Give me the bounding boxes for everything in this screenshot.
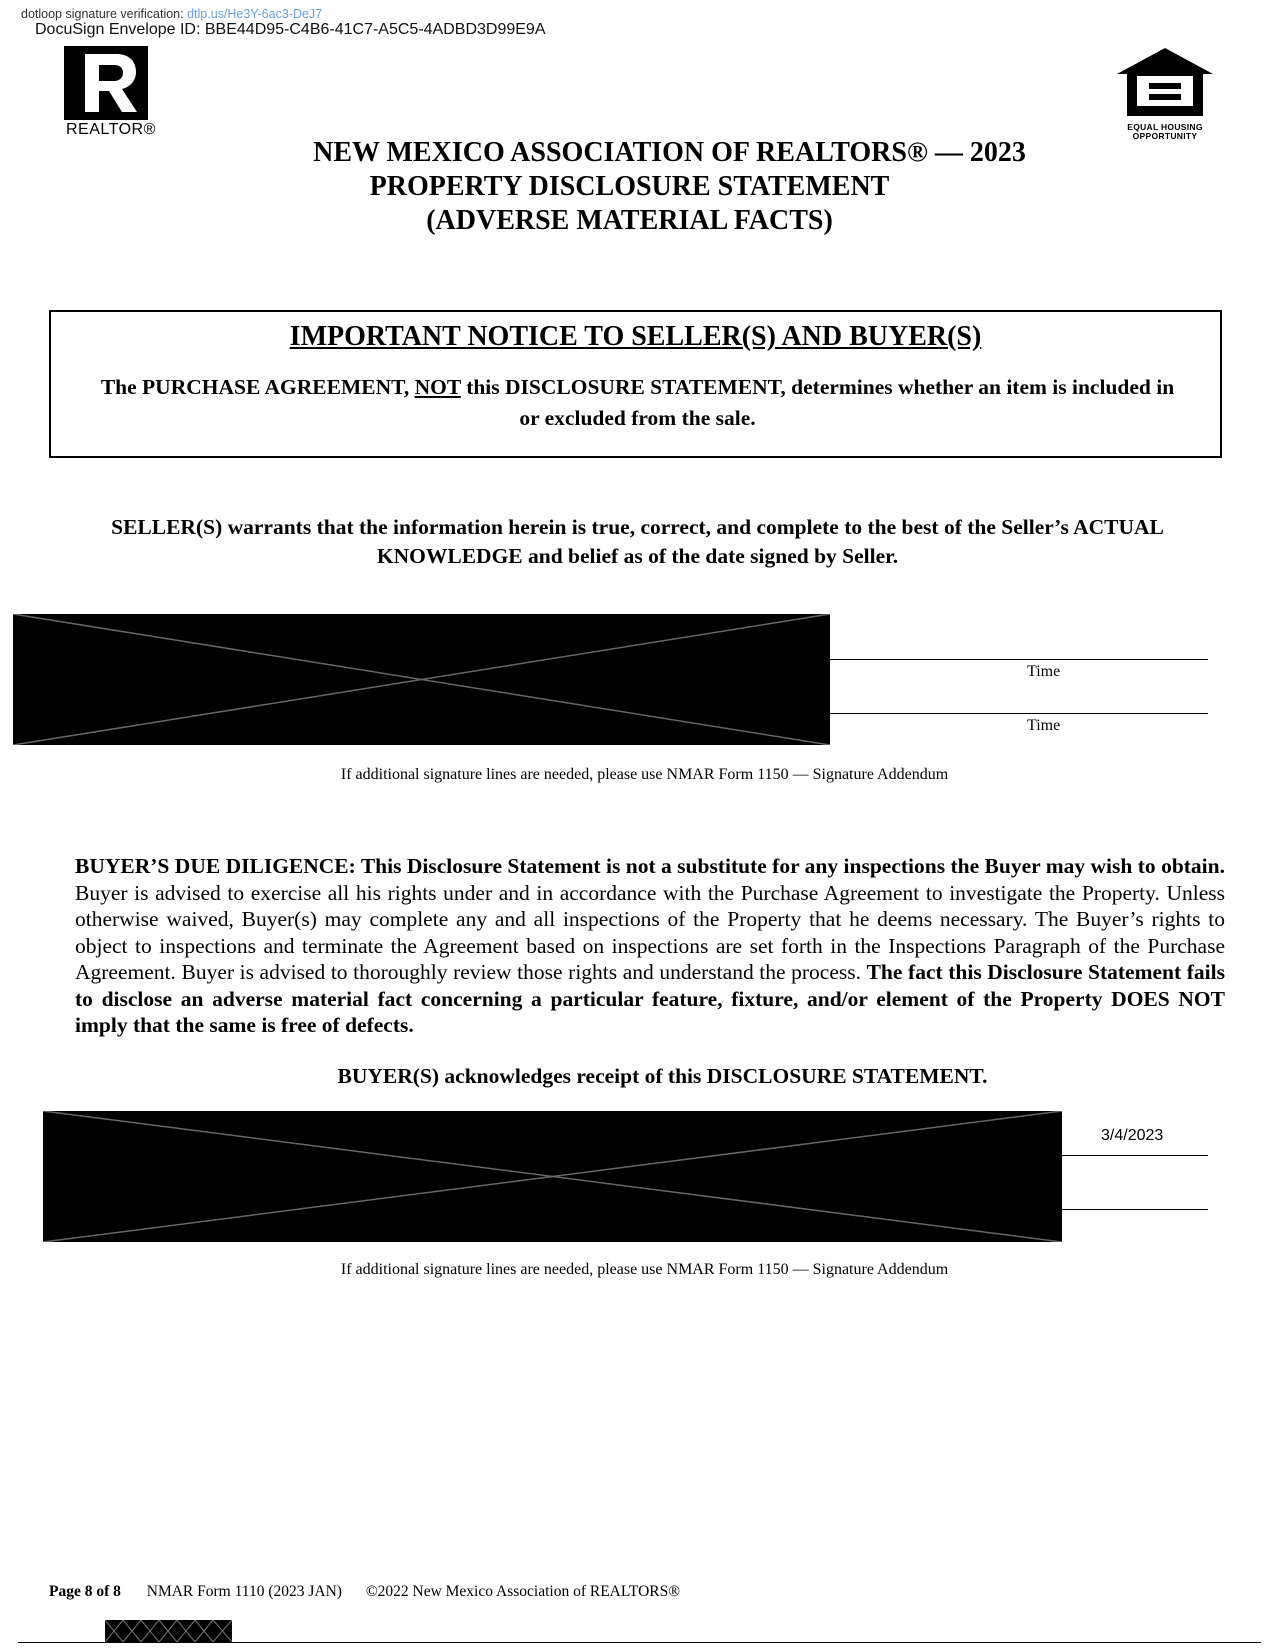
document-title-line-3: (ADVERSE MATERIAL FACTS) [426,205,833,236]
page-footer [49,1583,680,1601]
form-id: NMAR Form 1110 (2023 JAN) [146,1583,342,1600]
seller-time-label-1: Time [1027,663,1061,680]
page-number: Page 8 of 8 [49,1583,121,1600]
eho-caption-2: OPPORTUNITY [1132,131,1198,141]
seller-signature-redaction [13,614,830,745]
seller-time-line-2[interactable] [830,713,1208,714]
buyer-date-1: 3/4/2023 [1101,1127,1164,1144]
buyer-due-diligence [75,853,1225,1039]
important-notice-box [49,310,1222,458]
seller-time-line-1[interactable] [830,659,1208,660]
footer-rule [18,1642,1261,1643]
verification-label: dotloop signature verification: [21,7,184,21]
buyer-date-line-2[interactable] [1062,1209,1208,1210]
copyright: ©2022 New Mexico Association of REALTORS® [365,1583,681,1600]
seller-time-label-2: Time [1027,717,1061,734]
buyer-acknowledgement: BUYER(S) acknowledges receipt of this DISCLOSURE STATEMENT. [337,1064,988,1088]
diligence-intro: BUYER’S DUE DILIGENCE: This Disclosure Statement is not a substitute for any inspections the Buyer may wish to obtain. [75,854,1225,878]
equal-housing-logo [1113,46,1217,141]
buyer-date-line-1[interactable] [1062,1155,1208,1156]
realtor-wordmark: REALTOR® [66,121,156,138]
realtor-r-icon [64,46,148,120]
eho-caption-1: EQUAL HOUSING [1127,122,1203,132]
signature-verification [21,7,322,21]
notice-text-post: this DISCLOSURE STATEMENT, determines whether an item is included in or excluded from the sale. [460,375,1175,430]
envelope-id: DocuSign Envelope ID: BBE44D95-C4B6-41C7-A5C5-4ADBD3D99E9A [35,21,546,38]
initials-redaction [105,1620,232,1642]
notice-body [91,372,1184,434]
buyer-signature-redaction [43,1111,1062,1242]
realtor-logo [64,46,154,139]
diligence-body: Buyer is advised to exercise all his rights under and in accordance with the Purchase Agreement to investigate the Property. Unless otherwise waived, Buyer(s) may complete any and all inspections of the Property that he deems necessary. The Buyer’s rights to object to inspections and terminate the Agreement based on inspections are set forth in the Inspections Paragraph of the Purchase Agreement. Buyer is advised to thoroughly review those rights and understand the process. [75,880,1225,984]
diligence-outro: The fact this Disclosure Statement fails to disclose an adverse material fact concerning a particular feature, fixture, and/or element of the Property DOES NOT imply that the same is free of defects. [75,960,1225,1037]
document-title-line-2: PROPERTY DISCLOSURE STATEMENT [369,171,890,202]
notice-text-not: NOT [414,375,461,399]
seller-addendum-note: If additional signature lines are needed, please use NMAR Form 1150 — Signature Addendum [340,766,949,783]
seller-warranty-statement: SELLER(S) warrants that the information herein is true, correct, and complete to the best of the Seller’s ACTUAL KNOWLEDGE and belief as of the date signed by Seller. [111,515,1164,568]
notice-text-pre: The PURCHASE AGREEMENT, [100,375,415,399]
notice-heading: IMPORTANT NOTICE TO SELLER(S) AND BUYER(S) [289,321,982,352]
verification-link[interactable]: dtlp.us/He3Y-6ac3-DeJ7 [187,7,323,21]
document-title-line-1: NEW MEXICO ASSOCIATION OF REALTORS® — 2023 [313,137,1026,168]
house-icon [1113,46,1217,118]
buyer-addendum-note: If additional signature lines are needed, please use NMAR Form 1150 — Signature Addendum [340,1261,949,1278]
